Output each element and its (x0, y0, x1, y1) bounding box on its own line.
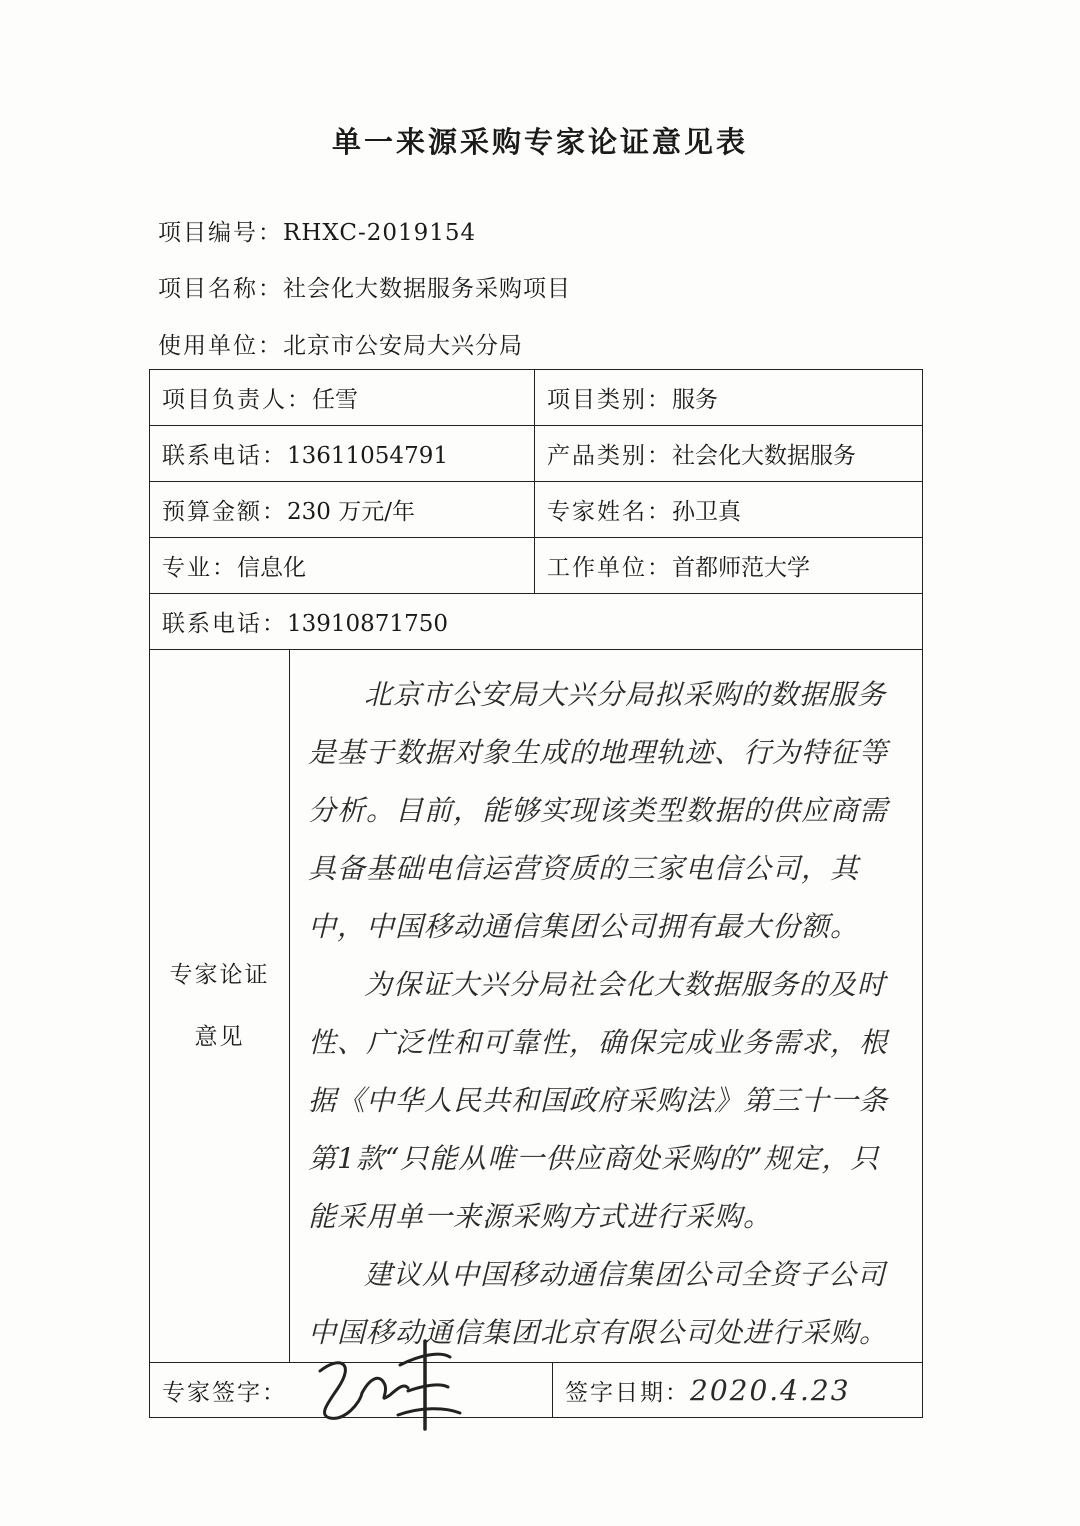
opinion-text-cell (290, 650, 923, 1363)
project-number-line (158, 214, 476, 247)
project-leader-label: 项目负责人： (162, 387, 312, 413)
product-category-label: 产品类别： (547, 443, 672, 469)
table-row (150, 370, 923, 426)
major-value: 信息化 (237, 555, 306, 581)
product-category-cell (535, 426, 923, 482)
project-name-line (158, 270, 571, 303)
project-number-value: RHXC-2019154 (283, 220, 477, 246)
sign-date-cell (553, 1363, 923, 1418)
work-unit-label: 工作单位： (547, 555, 672, 581)
opinion-paragraph: 为保证大兴分局社会化大数据服务的及时性、广泛性和可靠性，确保完成业务需求，根据《中华人民共和国政府采购法》第三十一条第1款“只能从唯一供应商处采购的”规定，只能采用单一来源采购方式进行采购。 (308, 968, 889, 1233)
opinion-form-table (149, 369, 923, 1418)
opinion-label-line2: 意见 (194, 1024, 245, 1050)
major-label: 专业： (162, 555, 237, 581)
table-row (150, 538, 923, 594)
table-row (150, 426, 923, 482)
expert-phone-label: 联系电话： (162, 611, 287, 637)
project-number-label: 项目编号： (158, 220, 283, 246)
budget-cell (150, 482, 535, 538)
project-category-value: 服务 (672, 387, 718, 413)
project-category-label: 项目类别： (547, 387, 672, 413)
budget-value: 230 万元/年 (287, 499, 415, 525)
opinion-label-cell (150, 650, 290, 1363)
expert-name-value: 孙卫真 (672, 499, 741, 525)
opinion-paragraph: 建议从中国移动通信集团公司全资子公司中国移动通信集团北京有限公司处进行采购。 (308, 1258, 889, 1349)
work-unit-value: 首都师范大学 (672, 555, 810, 581)
signature-cell (150, 1363, 553, 1418)
using-unit-value: 北京市公安局大兴分局 (283, 333, 523, 359)
expert-phone-value: 13910871750 (287, 611, 448, 637)
contact-phone-cell (150, 426, 535, 482)
project-category-cell (535, 370, 923, 426)
project-leader-value: 任雪 (312, 387, 358, 413)
opinion-paragraph: 北京市公安局大兴分局拟采购的数据服务是基于数据对象生成的地理轨迹、行为特征等分析。目前，能够实现该类型数据的供应商需具备基础电信运营资质的三家电信公司，其中，中国移动通信集团公司拥有最大份额。 (308, 678, 889, 943)
signature-label: 专家签字： (162, 1379, 287, 1406)
project-name-label: 项目名称： (158, 276, 283, 302)
expert-phone-cell (150, 594, 923, 650)
opinion-label-line1: 专家论证 (169, 962, 270, 988)
expert-name-label: 专家姓名： (547, 499, 672, 525)
using-unit-line (158, 327, 523, 360)
product-category-value: 社会化大数据服务 (672, 443, 856, 469)
expert-name-cell (535, 482, 923, 538)
table-row (150, 482, 923, 538)
document-title: 单一来源采购专家论证意见表 (331, 125, 748, 159)
handwritten-signature-icon (300, 1333, 470, 1443)
contact-phone-label: 联系电话： (162, 443, 287, 469)
budget-label: 预算金额： (162, 499, 287, 525)
using-unit-label: 使用单位： (158, 333, 283, 359)
major-cell (150, 538, 535, 594)
work-unit-cell (535, 538, 923, 594)
signature-row (150, 1363, 923, 1418)
sign-date-value: 2020.4.23 (690, 1373, 851, 1407)
project-name-value: 社会化大数据服务采购项目 (283, 276, 571, 302)
contact-phone-value: 13611054791 (287, 443, 448, 469)
sign-date-label: 签字日期： (565, 1379, 690, 1406)
table-row (150, 594, 923, 650)
opinion-row (150, 650, 923, 1363)
project-leader-cell (150, 370, 535, 426)
